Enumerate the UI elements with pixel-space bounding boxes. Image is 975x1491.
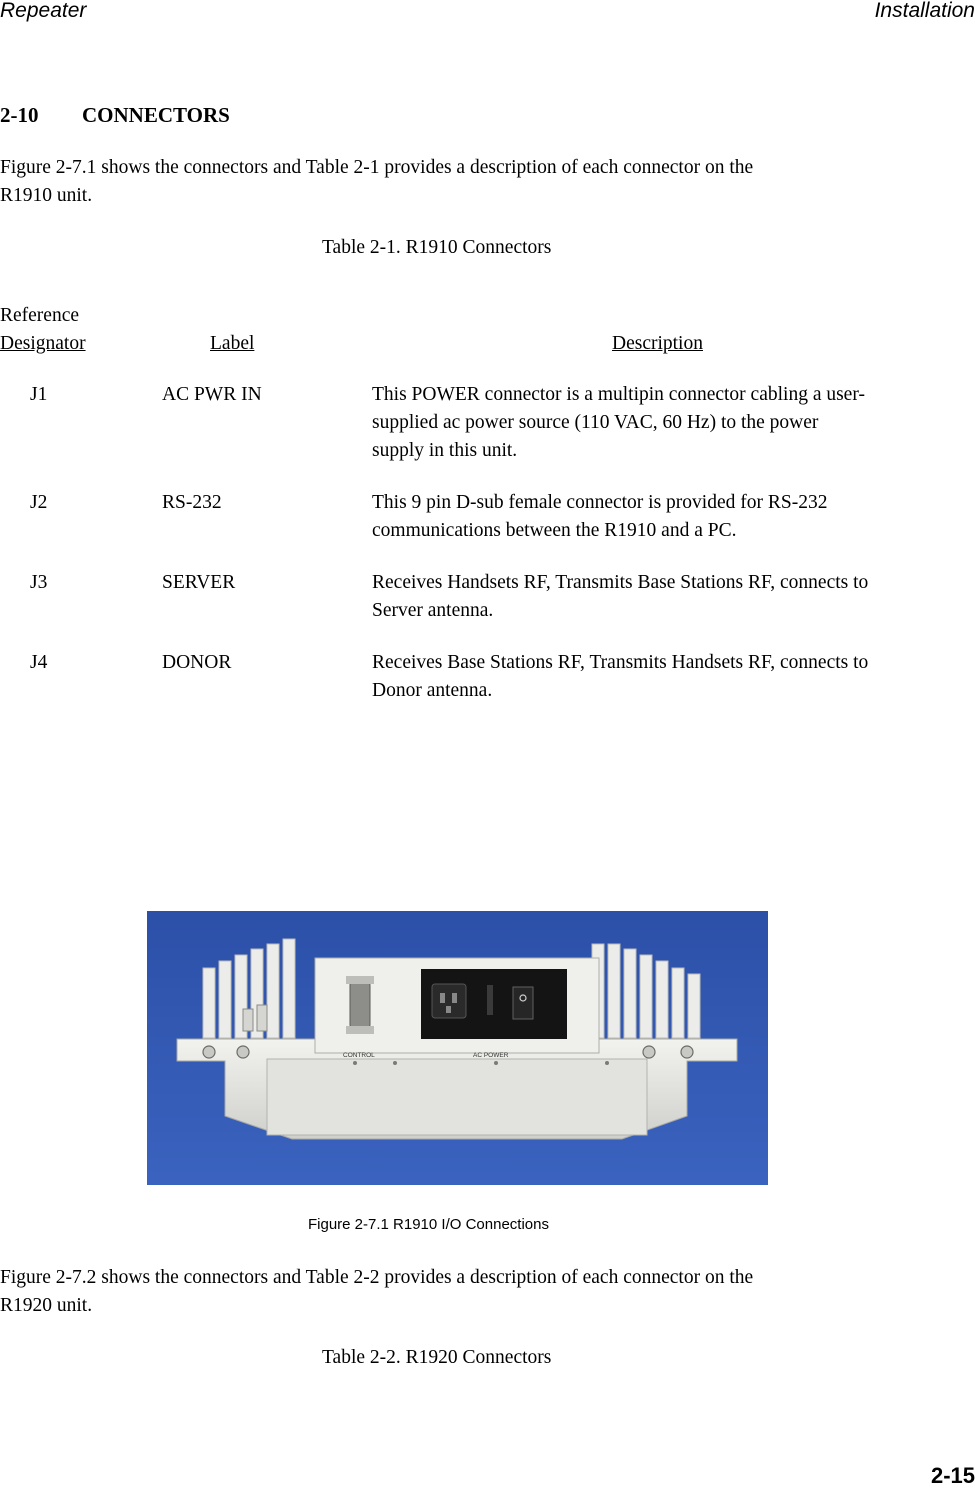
table-2-title: Table 2-2. R1920 Connectors	[322, 1347, 552, 1368]
desc-line: supplied ac power source (110 VAC, 60 Hz) to the power	[372, 412, 819, 433]
intro-line: Figure 2-7.2 shows the connectors and Table 2-2 provides a description of each connector on the	[0, 1267, 754, 1288]
dsub-mount	[346, 976, 374, 984]
row-label: DONOR	[162, 652, 232, 673]
intro-line: R1910 unit.	[0, 185, 93, 206]
table-1-title: Table 2-1. R1910 Connectors	[322, 237, 552, 258]
running-header-left: Repeater	[0, 0, 87, 22]
row-label: SERVER	[162, 572, 236, 593]
row-designator: J2	[30, 492, 48, 513]
enclosure-lower	[267, 1059, 647, 1135]
rf-connector-stub	[257, 1005, 267, 1031]
r1910-unit-photo	[147, 911, 768, 1185]
row-designator: J3	[30, 572, 48, 593]
header-line: Reference	[0, 305, 80, 326]
column-header-description: Description	[612, 333, 703, 354]
power-switch	[513, 987, 533, 1019]
dsub-connector-j2	[350, 981, 370, 1029]
desc-line: This POWER connector is a multipin connector cabling a user-	[372, 384, 865, 405]
dsub-mount	[346, 1026, 374, 1034]
intro-paragraph-1	[0, 154, 753, 210]
intro-paragraph-2	[0, 1264, 753, 1320]
header-line: Designator	[0, 333, 86, 354]
row-label: RS-232	[162, 492, 222, 513]
intro-line: R1920 unit.	[0, 1295, 93, 1316]
row-description	[372, 489, 962, 545]
column-header-label: Label	[210, 333, 255, 354]
row-label: AC PWR IN	[162, 384, 262, 405]
section-number: 2-10	[0, 103, 39, 127]
page-number: 2-15	[930, 1463, 975, 1488]
fuse-holder	[487, 985, 493, 1015]
desc-line: Server antenna.	[372, 600, 494, 621]
column-header-reference	[0, 302, 86, 358]
desc-line: Receives Handsets RF, Transmits Base Stations RF, connects to	[372, 572, 869, 593]
running-header-right: Installation	[874, 0, 975, 22]
panel-label-ac-power: AC POWER	[473, 1052, 509, 1059]
row-designator: J1	[30, 384, 48, 405]
section-title: CONNECTORS	[82, 103, 230, 127]
intro-line: Figure 2-7.1 shows the connectors and Table 2-1 provides a description of each connector on the	[0, 157, 754, 178]
desc-line: This 9 pin D-sub female connector is provided for RS-232	[372, 492, 828, 513]
desc-line: Receives Base Stations RF, Transmits Handsets RF, connects to	[372, 652, 869, 673]
panel-label-control: CONTROL	[343, 1052, 375, 1059]
row-description	[372, 381, 962, 465]
row-designator: J4	[30, 652, 48, 673]
rf-connector-stub	[243, 1009, 253, 1031]
row-description	[372, 649, 962, 705]
row-description	[372, 569, 962, 625]
desc-line: Donor antenna.	[372, 680, 493, 701]
figure-caption: Figure 2-7.1 R1910 I/O Connections	[308, 1216, 549, 1233]
desc-line: communications between the R1910 and a PC.	[372, 520, 737, 541]
desc-line: supply in this unit.	[372, 440, 518, 461]
